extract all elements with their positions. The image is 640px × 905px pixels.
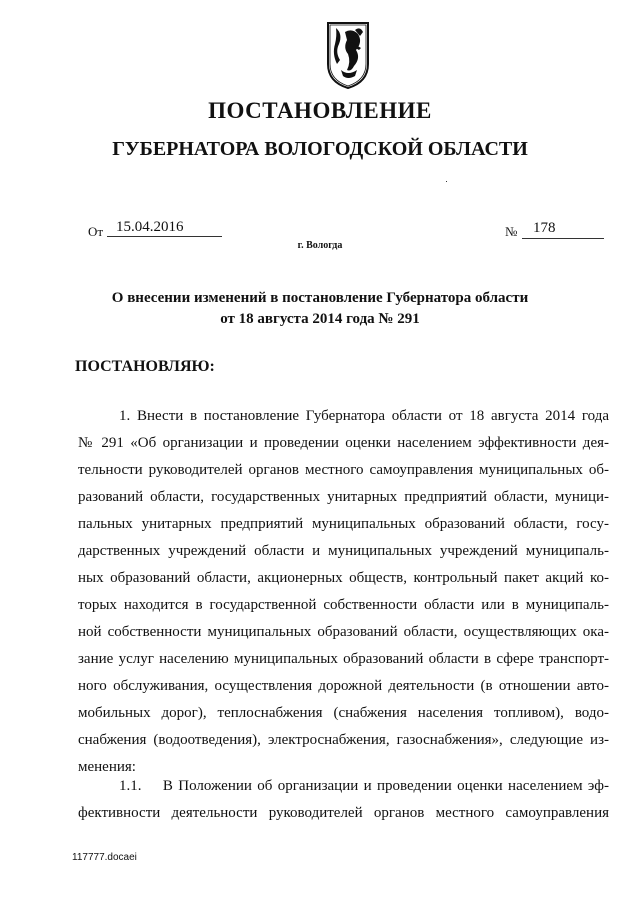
body-line: разований области, государственных унитарных предприятий области, муници- xyxy=(78,489,609,505)
city-label: г. Вологда xyxy=(297,240,343,251)
issuer-title: ГУБЕРНАТОРА ВОЛОГОДСКОЙ ОБЛАСТИ xyxy=(112,138,528,160)
body-line: дарственных учреждений области и муниципальных учреждений муниципаль- xyxy=(78,543,609,559)
body-line: менения: xyxy=(78,759,136,775)
body-line: пальных унитарных предприятий муниципальных образований области, госу- xyxy=(78,516,609,532)
date-underline xyxy=(107,236,222,237)
body-line: ной собственности муниципальных образований области, осуществляющих ока- xyxy=(78,624,609,640)
body-line: тельности руководителей органов местного самоуправления муниципальных об- xyxy=(78,462,609,478)
number-label: № xyxy=(505,224,518,239)
document-type-title: ПОСТАНОВЛЕНИЕ xyxy=(208,98,432,123)
subject-line-2: от 18 августа 2014 года № 291 xyxy=(220,311,420,327)
body-line: снабжения (водоотведения), электроснабжения, газоснабжения», следующие из- xyxy=(78,732,609,748)
document-number: 178 xyxy=(533,220,556,236)
document-code: 117777.docaei xyxy=(72,852,137,863)
decree-heading: ПОСТАНОВЛЯЮ: xyxy=(75,358,215,375)
number-underline xyxy=(522,238,604,239)
body-line: № 291 «Об организации и проведении оценки населением эффективности дея- xyxy=(78,435,609,451)
document-subject xyxy=(0,288,640,330)
body-line: ного обслуживания, осуществления дорожной деятельности (в отношении авто- xyxy=(78,678,609,694)
body-line: зание услуг населению муниципальных образований области в сфере транспорт- xyxy=(78,651,609,667)
body-line: фективности деятельности руководителей органов местного самоуправления xyxy=(78,805,609,821)
body-line: мобильных дорог), теплоснабжения (снабжения населения топливом), водо- xyxy=(78,705,609,721)
body-line: 1. Внести в постановление Губернатора области от 18 августа 2014 года xyxy=(119,408,609,424)
date-label: От xyxy=(88,224,104,239)
body-line: торых находится в государственной собственности области или в муниципаль- xyxy=(78,597,609,613)
subject-line-1: О внесении изменений в постановление Губернатора области xyxy=(111,290,529,306)
coat-of-arms-icon xyxy=(325,20,371,90)
body-line: ных образований области, акционерных обществ, контрольный пакет акций ко- xyxy=(78,570,609,586)
body-line: 1.1. В Положении об организации и проведении оценки населением эф- xyxy=(119,778,609,794)
document-date: 15.04.2016 xyxy=(116,219,184,235)
scan-speck xyxy=(446,181,447,182)
